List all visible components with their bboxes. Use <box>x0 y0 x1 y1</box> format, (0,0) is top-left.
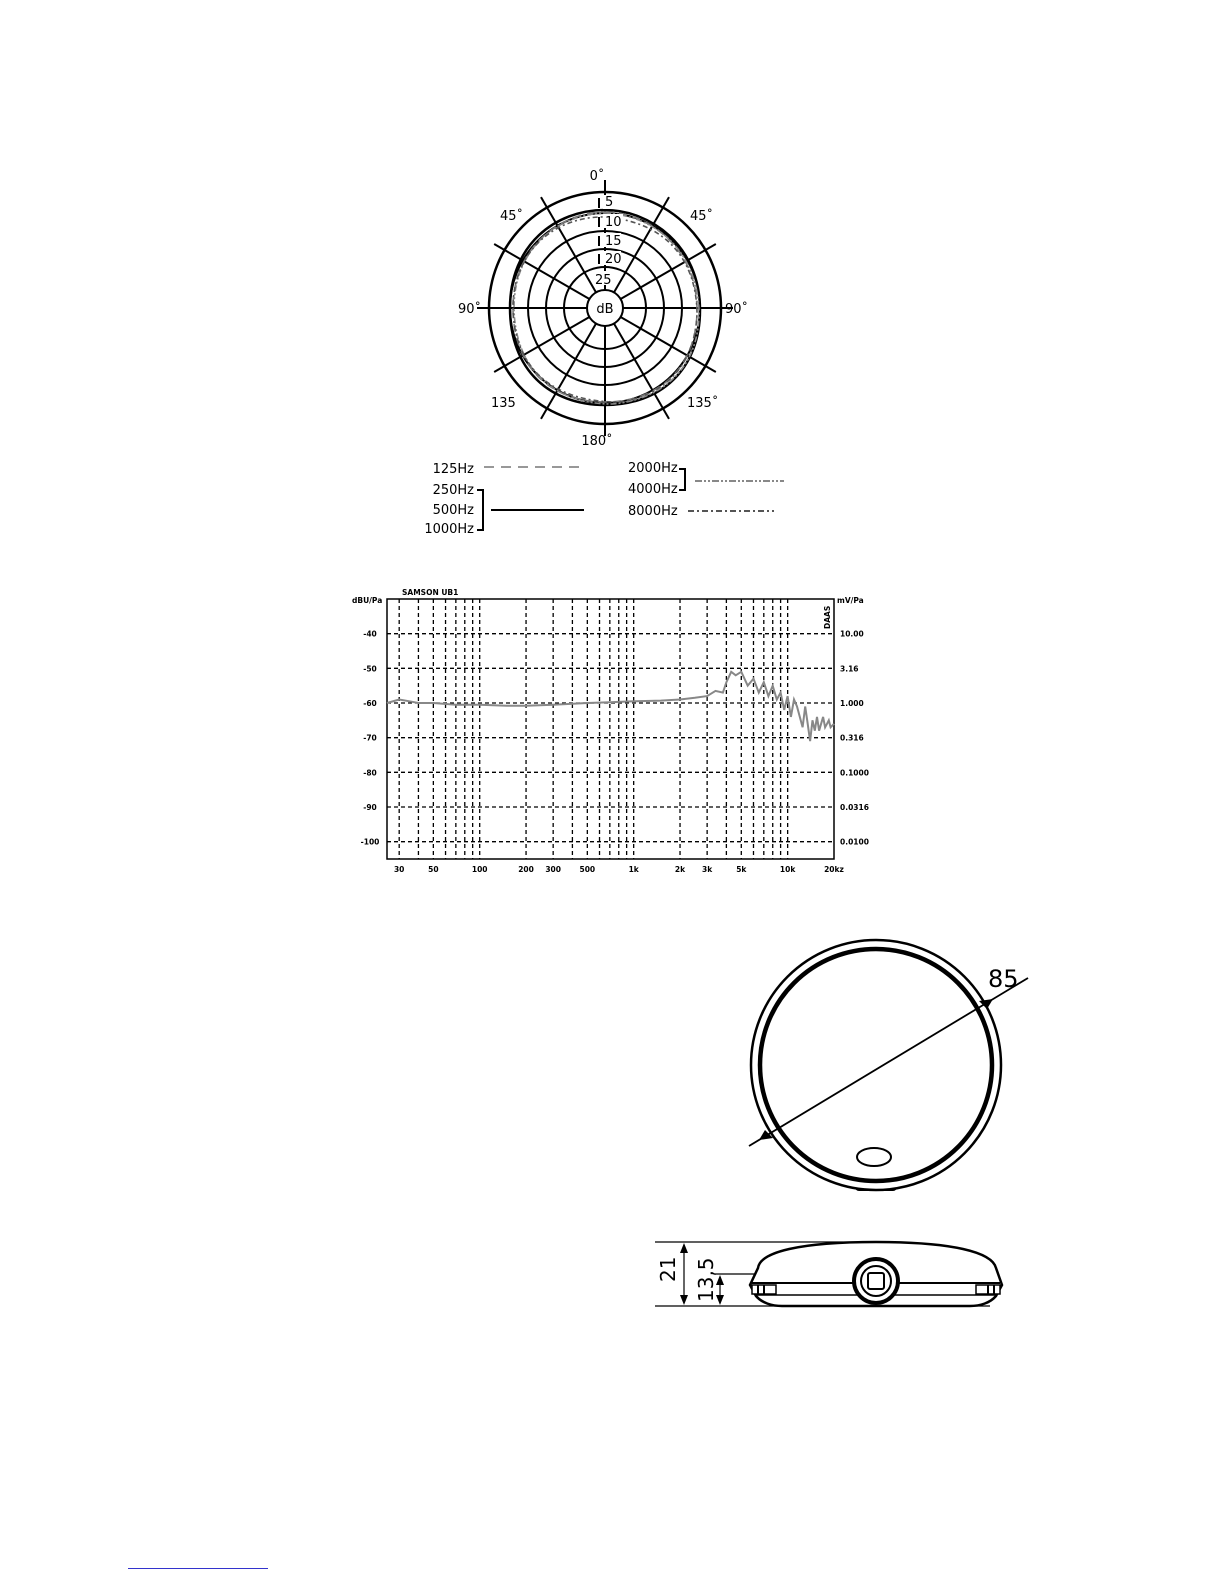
chart-grid-horizontal <box>387 634 834 842</box>
inner-rim <box>760 949 992 1181</box>
angle-label-135-right: 135˚ <box>687 396 719 411</box>
x-tick-label: 5k <box>736 865 747 874</box>
x-tick-label: 50 <box>428 865 439 874</box>
y2-tick-label: 0.1000 <box>840 768 869 778</box>
chart-y2label: mV/Pa <box>837 596 864 605</box>
legend-label-1000hz: 1000Hz <box>424 522 474 537</box>
y-tick-label: -90 <box>363 803 377 812</box>
side-view-drawing <box>655 1242 1002 1306</box>
x-tick-label: 10k <box>779 865 796 874</box>
polar-spoke <box>494 317 589 372</box>
x-tick-label: 200 <box>518 865 534 874</box>
x-tick-label: 30 <box>393 865 405 874</box>
polar-legend <box>424 461 784 537</box>
angle-label-90-right: 90˚ <box>725 302 749 317</box>
diameter-label: 85 <box>988 965 1019 993</box>
y2-tick-label: 1.000 <box>840 699 864 708</box>
chart-tick-labels <box>361 630 869 874</box>
angle-label-90-left: 90˚ <box>458 302 482 317</box>
top-view-drawing <box>749 940 1028 1190</box>
chart-ylabel: dBU/Pa <box>352 596 383 605</box>
legend-label-4000hz: 4000Hz <box>628 482 678 497</box>
x-tick-label: 500 <box>579 865 596 874</box>
x-tick-label: 20kz <box>824 865 844 874</box>
legend-label-125hz: 125Hz <box>432 462 474 477</box>
y-tick-label: -60 <box>363 699 377 708</box>
legend-label-2000hz: 2000Hz <box>628 461 678 476</box>
height2-label: 13,5 <box>694 1257 718 1302</box>
polar-spoke <box>494 244 589 299</box>
chart-side-label: DAAS <box>823 605 832 629</box>
angle-label-45-left: 45˚ <box>500 209 524 224</box>
polar-pattern-diagram <box>458 168 748 449</box>
y-tick-label: -100 <box>360 837 380 847</box>
ring-label-15: 15 <box>605 234 622 249</box>
chart-grid-vertical <box>399 599 787 859</box>
angle-label-180: 180˚ <box>581 434 613 449</box>
y-tick-label: -70 <box>363 733 377 743</box>
ring-label-10: 10 <box>605 215 622 230</box>
legend-bracket-250-1000 <box>477 490 483 530</box>
led-indicator <box>857 1148 891 1166</box>
y-tick-label: -80 <box>363 768 377 778</box>
angle-label-45-right: 45˚ <box>690 209 714 224</box>
ring-label-5: 5 <box>605 195 614 210</box>
ring-label-20: 20 <box>605 252 622 267</box>
angle-label-135-left: 135 <box>491 396 516 411</box>
usb-socket <box>868 1273 884 1289</box>
polar-spoke <box>621 317 716 372</box>
chart-frame <box>387 599 834 859</box>
x-tick-label: 2k <box>674 865 686 874</box>
y2-tick-label: 10.00 <box>840 629 864 639</box>
y-tick-label: -50 <box>363 664 377 674</box>
ring-label-25: 25 <box>595 273 612 288</box>
angle-label-0: 0˚ <box>589 169 605 184</box>
legend-bracket-2000-4000 <box>679 469 685 490</box>
y2-tick-label: 0.0100 <box>840 837 869 847</box>
height-arrow-top <box>680 1243 688 1253</box>
x-tick-label: 300 <box>545 865 561 874</box>
legend-label-500hz: 500Hz <box>432 503 474 518</box>
y2-tick-label: 3.16 <box>840 664 859 674</box>
x-tick-label: 100 <box>471 865 488 874</box>
height-arrow-bottom <box>680 1295 688 1305</box>
x-tick-label: 1k <box>628 865 639 874</box>
legend-label-8000hz: 8000Hz <box>628 504 678 519</box>
legend-label-250hz: 250Hz <box>432 483 474 498</box>
frequency-response-chart <box>352 588 869 874</box>
height-label: 21 <box>656 1256 680 1282</box>
footer-link-underline <box>128 1568 268 1569</box>
polar-spoke <box>621 244 716 299</box>
y2-tick-label: 0.316 <box>840 733 864 743</box>
y-tick-label: -40 <box>363 629 377 639</box>
chart-title: SAMSON UB1 <box>402 588 459 597</box>
polar-center-label: dB <box>596 302 614 317</box>
x-tick-label: 3k <box>702 865 713 874</box>
response-line <box>387 672 834 741</box>
y2-tick-label: 0.0316 <box>840 803 869 812</box>
